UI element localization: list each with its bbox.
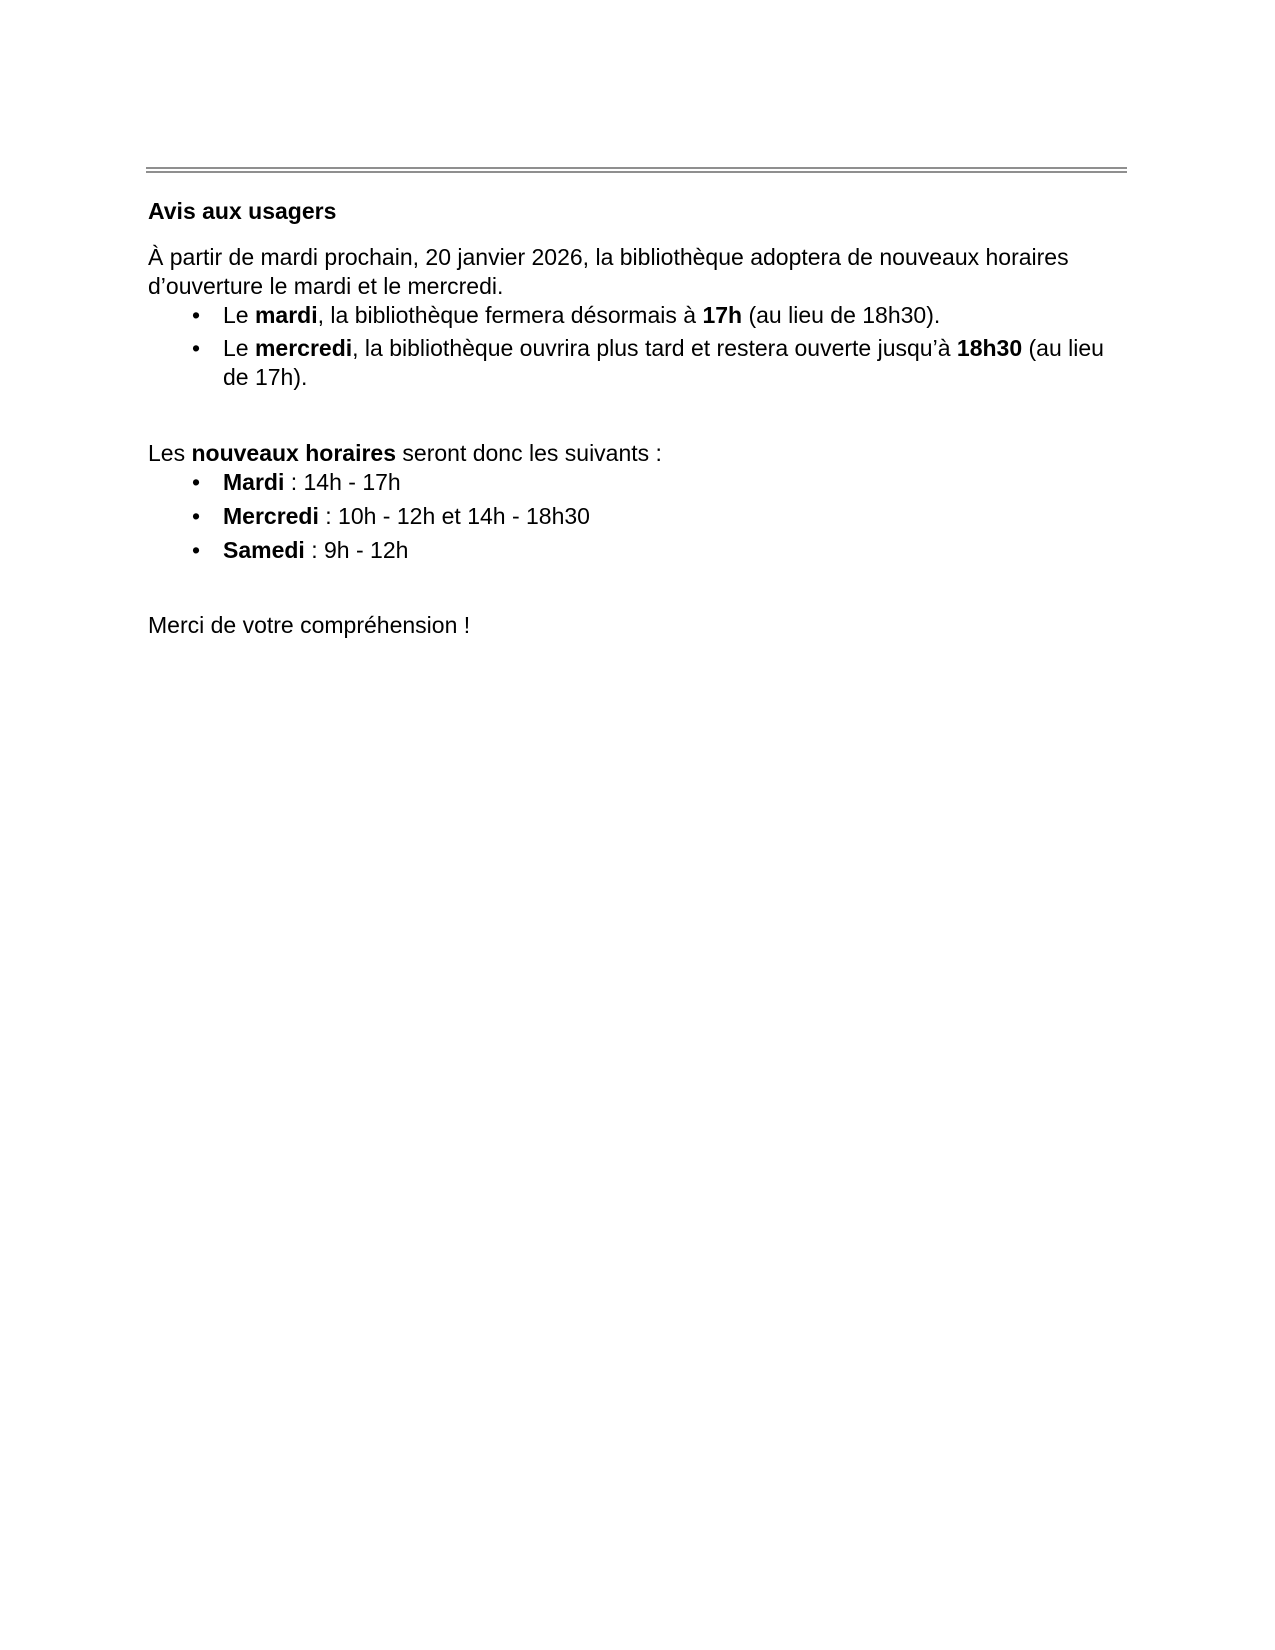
- list-item: [148, 301, 1108, 330]
- horaire-hours: : 9h - 12h: [304, 537, 409, 563]
- change-text: , la bibliothèque ouvrira plus tard et restera ouverte jusqu’à: [352, 335, 957, 361]
- horaires-intro-text: Les: [148, 440, 192, 466]
- change-text: (au lieu de 18h30).: [742, 302, 941, 328]
- horaires-list: [148, 468, 1108, 565]
- list-item: [148, 536, 1108, 565]
- list-item: [148, 334, 1108, 392]
- bullet-icon: •: [191, 335, 201, 361]
- change-text: , la bibliothèque fermera désormais à: [317, 302, 703, 328]
- notice-title: Avis aux usagers: [148, 198, 337, 224]
- horaire-hours: : 14h - 17h: [284, 469, 401, 495]
- notice-document: [148, 197, 1108, 640]
- change-day: mercredi: [254, 335, 353, 361]
- bullet-icon: •: [191, 503, 201, 529]
- bullet-icon: •: [191, 302, 201, 328]
- horaire-hours: : 10h - 12h et 14h - 18h30: [318, 503, 590, 529]
- list-item: [148, 468, 1108, 497]
- changes-list: [148, 301, 1108, 392]
- header-rule: [146, 167, 1127, 173]
- horaires-intro-text: seront donc les suivants :: [396, 440, 662, 466]
- change-time: 18h30: [956, 335, 1023, 361]
- change-text: Le: [223, 302, 255, 328]
- horaires-intro-bold: nouveaux horaires: [191, 440, 397, 466]
- list-item: [148, 502, 1108, 531]
- horaires-intro: [148, 439, 1108, 468]
- change-text: Le: [223, 335, 255, 361]
- change-day: mardi: [254, 302, 318, 328]
- notice-intro: À partir de mardi prochain, 20 janvier 2026, la bibliothèque adoptera de nouveaux horaires d’ouverture le mardi et le mercredi.: [148, 244, 1069, 299]
- horaire-day: Samedi: [223, 537, 305, 563]
- bullet-icon: •: [191, 537, 201, 563]
- horaire-day: Mercredi: [223, 503, 319, 529]
- change-text: (au lieu de 17h).: [223, 335, 1104, 390]
- bullet-icon: •: [191, 469, 201, 495]
- change-time: 17h: [702, 302, 743, 328]
- closing-text: Merci de votre compréhension !: [148, 612, 471, 638]
- horaire-day: Mardi: [223, 469, 285, 495]
